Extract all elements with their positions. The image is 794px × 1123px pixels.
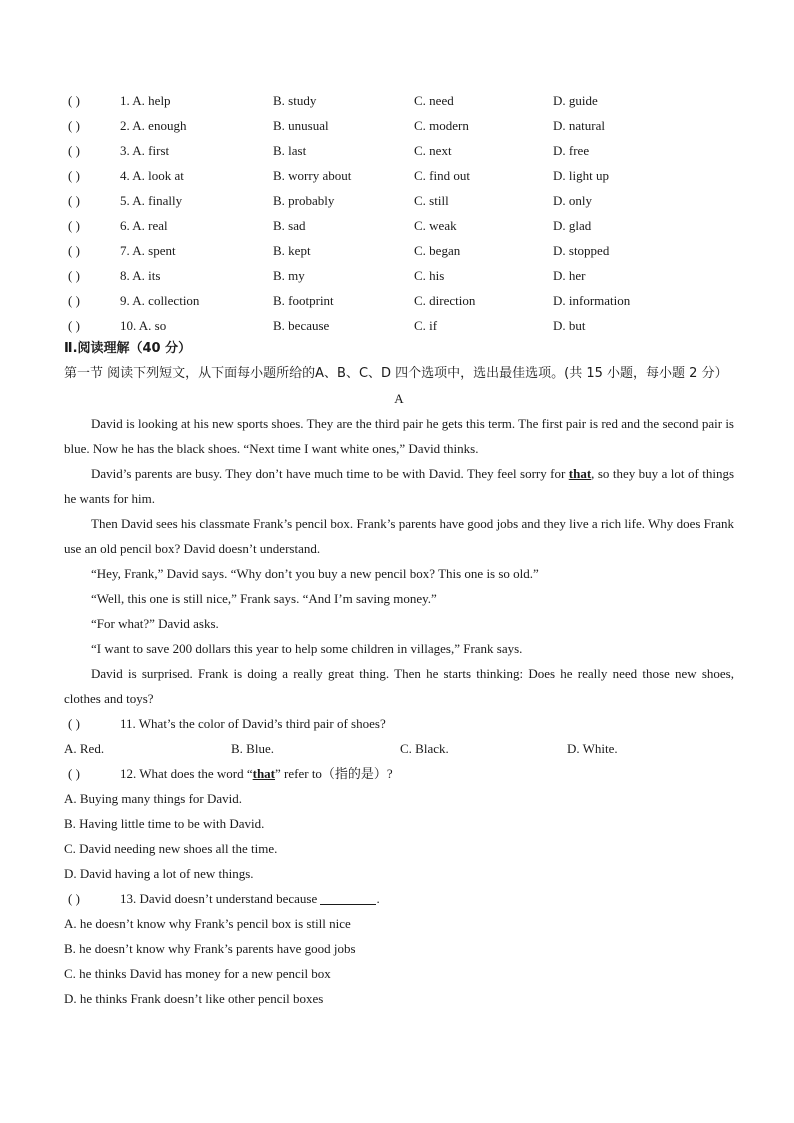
cloze-options-list [64, 88, 734, 338]
answer-blank[interactable]: ( ) [68, 193, 80, 208]
option-b: B. my [273, 268, 305, 283]
question-text: 12. What does the word “ [120, 766, 253, 781]
option-c: C. need [414, 93, 454, 108]
paragraph-text: David’s parents are busy. They don’t have much time to be with David. They feel sorry for [91, 466, 569, 481]
option-b: B. probably [273, 193, 335, 208]
choice-b[interactable]: B. Blue. [231, 741, 274, 756]
option-c: C. find out [414, 168, 470, 183]
option-d: D. light up [553, 168, 609, 183]
option-a: 8. A. its [120, 268, 161, 283]
option-c: C. if [414, 318, 438, 333]
question-stem [64, 761, 734, 786]
option-c: C. began [414, 243, 461, 258]
cloze-option-row-8 [64, 263, 734, 288]
answer-blank[interactable]: ( ) [68, 766, 80, 781]
option-a: 10. A. so [120, 318, 167, 333]
option-c: C. modern [414, 118, 469, 133]
option-a: 3. A. first [120, 143, 170, 158]
option-d: D. her [553, 268, 586, 283]
option-b: B. study [273, 93, 317, 108]
choice-b[interactable]: B. Having little time to be with David. [64, 816, 265, 831]
answer-blank[interactable]: ( ) [68, 891, 80, 906]
worksheet-page [64, 88, 734, 1011]
passage-paragraph: David is looking at his new sports shoes. They are the third pair he gets this term. The first pair is red and the second pair is blue. Now he has the black shoes. “Next time I want white ones,” David thinks. [64, 416, 734, 456]
passage-paragraph: David is surprised. Frank is doing a really great thing. Then he starts thinking: Does he really need those new shoes, clothes and toys? [64, 666, 734, 706]
option-a: 1. A. help [120, 93, 171, 108]
option-a: 5. A. finally [120, 193, 183, 208]
answer-blank[interactable]: ( ) [68, 243, 80, 258]
section-heading: Ⅱ.阅读理解（40 分） [64, 341, 192, 356]
choice-d[interactable]: D. he thinks Frank doesn’t like other pencil boxes [64, 991, 324, 1006]
answer-blank[interactable]: ( ) [68, 716, 80, 731]
option-c: C. direction [414, 293, 476, 308]
passage-paragraph: “For what?” David asks. [91, 616, 219, 631]
cloze-option-row-5 [64, 188, 734, 213]
option-b: B. footprint [273, 293, 334, 308]
section-instruction: 第一节 阅读下列短文，从下面每小题所给的A、B、C、D 四个选项中，选出最佳选项。(共 15 小题，每小题 2 分） [64, 366, 728, 381]
question-stem [64, 711, 734, 736]
answer-blank[interactable]: ( ) [68, 218, 80, 233]
choice-d[interactable]: D. David having a lot of new things. [64, 866, 254, 881]
option-d: D. stopped [553, 243, 610, 258]
question-text: 11. What’s the color of David’s third pair of shoes? [120, 716, 386, 731]
highlighted-word: that [568, 466, 592, 481]
option-d: D. but [553, 318, 586, 333]
passage-paragraph: Then David sees his classmate Frank’s pencil box. Frank’s parents have good jobs and they live a rich life. Why does Frank use an old pencil box? David doesn’t understand. [64, 516, 734, 556]
fill-in-blank[interactable] [320, 890, 376, 905]
answer-blank[interactable]: ( ) [68, 168, 80, 183]
choice-c[interactable]: C. he thinks David has money for a new pencil box [64, 966, 331, 981]
cloze-option-row-6 [64, 213, 734, 238]
option-d: D. free [553, 143, 590, 158]
option-a: 7. A. spent [120, 243, 176, 258]
option-d: D. guide [553, 93, 598, 108]
option-c: C. weak [414, 218, 457, 233]
choice-c[interactable]: C. David needing new shoes all the time. [64, 841, 278, 856]
option-d: D. information [553, 293, 631, 308]
option-b: B. because [273, 318, 330, 333]
passage-label: A [394, 391, 404, 406]
option-b: B. sad [273, 218, 306, 233]
choices-row [64, 736, 734, 761]
option-b: B. worry about [273, 168, 352, 183]
option-a: 9. A. collection [120, 293, 200, 308]
question-stem [64, 886, 734, 911]
answer-blank[interactable]: ( ) [68, 293, 80, 308]
choice-d[interactable]: D. White. [567, 741, 618, 756]
cloze-option-row-2 [64, 113, 734, 138]
option-c: C. his [414, 268, 445, 283]
option-a: 6. A. real [120, 218, 168, 233]
cloze-option-row-7 [64, 238, 734, 263]
option-c: C. next [414, 143, 452, 158]
question-12 [64, 761, 734, 886]
option-d: D. natural [553, 118, 605, 133]
reading-passage [64, 411, 734, 711]
option-a: 4. A. look at [120, 168, 184, 183]
cloze-option-row-9 [64, 288, 734, 313]
option-b: B. kept [273, 243, 311, 258]
passage-paragraph: “Hey, Frank,” David says. “Why don’t you buy a new pencil box? This one is so old.” [91, 566, 539, 581]
question-13 [64, 886, 734, 1011]
question-text: . [376, 891, 380, 906]
choice-a[interactable]: A. he doesn’t know why Frank’s pencil box is still nice [64, 916, 351, 931]
question-11 [64, 711, 734, 761]
answer-blank[interactable]: ( ) [68, 143, 80, 158]
cloze-option-row-10 [64, 313, 734, 338]
answer-blank[interactable]: ( ) [68, 93, 80, 108]
option-a: 2. A. enough [120, 118, 187, 133]
cloze-option-row-1 [64, 88, 734, 113]
option-b: B. unusual [273, 118, 329, 133]
cloze-option-row-4 [64, 163, 734, 188]
highlighted-word: that [252, 766, 276, 781]
cloze-option-row-3 [64, 138, 734, 163]
paragraph-text: , so they buy a lot of things he wants for him. [64, 466, 734, 506]
choice-b[interactable]: B. he doesn’t know why Frank’s parents have good jobs [64, 941, 356, 956]
option-d: D. only [553, 193, 592, 208]
choice-a[interactable]: A. Buying many things for David. [64, 791, 243, 806]
option-b: B. last [273, 143, 307, 158]
option-d: D. glad [553, 218, 592, 233]
option-c: C. still [414, 193, 449, 208]
choice-a[interactable]: A. Red. [64, 741, 105, 756]
answer-blank[interactable]: ( ) [68, 318, 80, 333]
choice-c[interactable]: C. Black. [400, 741, 449, 756]
passage-paragraph [64, 461, 734, 511]
answer-blank[interactable]: ( ) [68, 268, 80, 283]
question-text: 13. David doesn’t understand because [120, 891, 321, 906]
answer-blank[interactable]: ( ) [68, 118, 80, 133]
passage-paragraph: “Well, this one is still nice,” Frank says. “And I’m saving money.” [91, 591, 437, 606]
question-text: ” refer to（指的是）? [275, 766, 393, 781]
passage-paragraph: “I want to save 200 dollars this year to help some children in villages,” Frank says. [91, 641, 523, 656]
